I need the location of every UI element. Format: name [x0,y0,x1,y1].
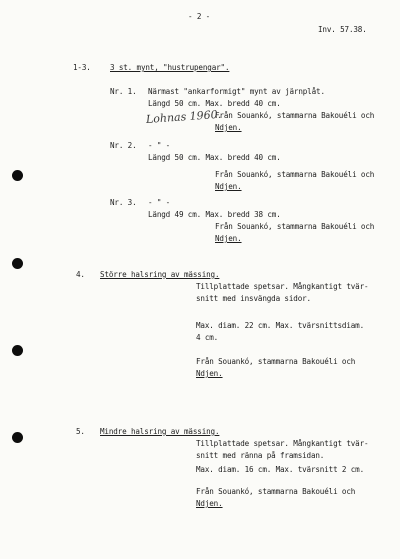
item-dimensions: Längd 49 cm. Max. bredd 38 cm. [148,210,281,219]
item-description: Närmast "ankarformigt" mynt av järnplåt. [148,87,325,96]
item-origin: Från Souankó, stammarna Bakouéli och [215,111,375,120]
binder-hole [12,345,23,356]
item-ditto: - " - [148,141,171,150]
section-number: 5. [76,427,85,436]
item-origin-end: Ndjen. [215,234,242,243]
section-dimensions: Max. diam. 16 cm. Max. tvärsnitt 2 cm. [196,465,365,474]
section-origin: Från Souankó, stammarna Bakouéli och [196,487,356,496]
section-heading: Större halsring av mässing. [100,270,220,279]
section-description: snitt med ränna på framsidan. [196,451,325,460]
item-label: Nr. 3. [110,198,137,207]
item-origin-end: Ndjen. [215,123,242,132]
item-label: Nr. 2. [110,141,137,150]
binder-hole [12,170,23,181]
binder-hole [12,258,23,269]
item-origin-end: Ndjen. [215,182,242,191]
item-label: Nr. 1. [110,87,137,96]
section-number: 1-3. [73,63,91,72]
inventory-number: Inv. 57.38. [318,25,367,34]
item-ditto: - " - [148,198,171,207]
section-dimensions: Max. diam. 22 cm. Max. tvärsnittsdiam. [196,321,365,330]
section-origin-end: Ndjen. [196,369,223,378]
section-description: snitt med insvängda sidor. [196,294,311,303]
item-dimensions: Längd 50 cm. Max. bredd 40 cm. [148,99,281,108]
section-origin: Från Souankó, stammarna Bakouéli och [196,357,356,366]
handwritten-note: Lohnas 1960. [145,107,222,126]
item-origin: Från Souankó, stammarna Bakouéli och [215,170,375,179]
binder-hole [12,432,23,443]
section-heading: Mindre halsring av mässing. [100,427,220,436]
section-heading: 3 st. mynt, "hustrupengar". [110,63,230,72]
section-number: 4. [76,270,85,279]
item-origin: Från Souankó, stammarna Bakouéli och [215,222,375,231]
page-number: - 2 - [188,12,211,21]
section-description: Tillplattade spetsar. Mångkantigt tvär- [196,439,369,448]
section-description: Tillplattade spetsar. Mångkantigt tvär- [196,282,369,291]
section-origin-end: Ndjen. [196,499,223,508]
item-dimensions: Längd 50 cm. Max. bredd 40 cm. [148,153,281,162]
section-dimensions: 4 cm. [196,333,219,342]
